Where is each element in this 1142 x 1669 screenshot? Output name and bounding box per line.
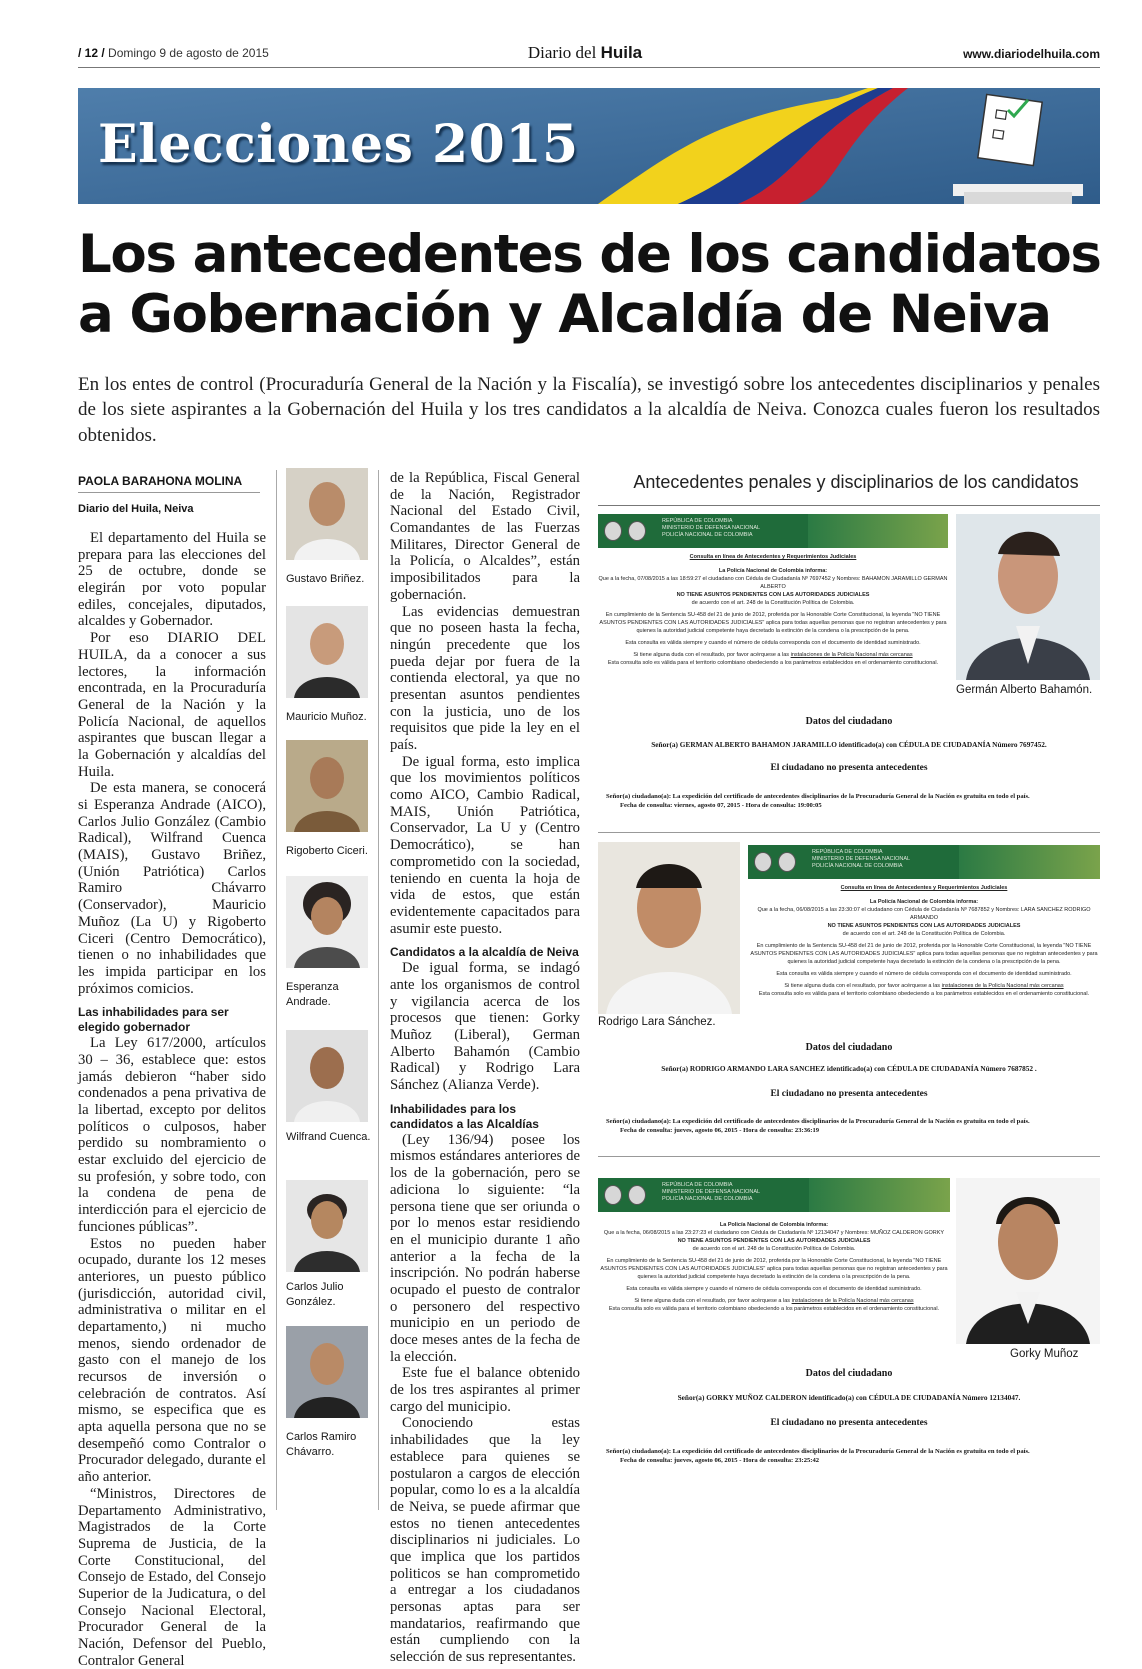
no-antecedentes: El ciudadano no presenta antecedentes — [770, 763, 928, 773]
police-certificate-lara — [748, 845, 1100, 1025]
sentencia-line: En cumplimiento de la Sentencia SU-458 del 21 de junio de 2012, proferida por la Honorable Corte Constitucional, la leyenda "NO TIENE ASUNTOS PENDIENTES CON LAS AUTORIDADES JUDICIALES" aplica para todas aquellas personas que no registran antecedentes y para quienes la autoridad judicial competente haya decretado la extinción de la condena o la prescripción de la pena. — [750, 942, 1098, 965]
portrait-gustavo-brinez — [286, 468, 368, 560]
header-line: MINISTERIO DE DEFENSA NACIONAL — [662, 525, 761, 532]
portrait-rigoberto-ciceri — [286, 740, 368, 832]
portrait-carlos-ramiro-chavarro — [286, 1326, 368, 1418]
person-silhouette-icon — [286, 468, 368, 560]
portrait-caption: Rigoberto Ciceri. — [286, 845, 368, 857]
article-column-3 — [390, 470, 580, 1666]
certificate-header — [598, 514, 948, 548]
photo-caption: Gorky Muñoz — [1010, 1348, 1079, 1360]
page-number: / 12 / — [78, 46, 105, 60]
datos-ciudadano: Datos del ciudadano — [805, 1368, 893, 1379]
subheading: Inhabilidades para los candidatos a las Alcaldías — [390, 1101, 539, 1131]
territorio-line: Esta consulta solo es válida para el territorio colombiano obedeciendo a los parámetros establecidos en el ordenamiento constitucional. — [608, 1305, 940, 1312]
articulo-line: de acuerdo con el art. 248 de la Constitución Política de Colombia. — [692, 1245, 856, 1252]
police-certificate-munoz — [598, 1178, 950, 1360]
citizen-line: Señor(a) RODRIGO ARMANDO LARA SANCHEZ identificado(a) con CÉDULA DE CIUDADANÍA Número 7687852 . — [661, 1064, 1037, 1073]
valida-line: Esta consulta es válida siempre y cuando el número de cédula corresponda con el documento de identidad suministrado. — [776, 970, 1072, 977]
query-line: Que a la fecha, 06/08/2015 a las 23:30:07 el ciudadano con Cédula de Ciudadanía Nº 7687852 y Nombres: LARA SANCHEZ RODRIGO ARMANDO — [757, 906, 1091, 921]
headline-line-1: Los antecedentes de los candidatos — [78, 224, 1101, 285]
fecha-line: Fecha de consulta: viernes, agosto 07, 2015 - Hora de consulta: 19:00:05 — [620, 801, 822, 809]
paragraph: “Ministros, Directores de Departamento Administrativo, Magistrados de la Corte Suprema de Justicia, de la Corte Constitucional, del Consejo de Estado, del Consejo Superior de la Judicatura, o del Consejo Nacional Electoral, Procurador General de la Nación, Defensor del Pueblo, Contralor General — [78, 1485, 266, 1669]
paragraph: Estos no pueden haber ocupado, durante los 12 meses anteriores, un puesto público (jurisdicción, autoridad civil, administrativa o militar en el departamento,) ni mucho menos, siendo ordenador de gasto con el manejo de los recursos de inversión o celebración de contratos. Así mismo, se especifica que es apta aquella persona que no se desempeñó como Contralor o Procurador delegado, durante el año anterior. — [78, 1235, 266, 1486]
byline-rule — [78, 492, 260, 493]
header-rule — [78, 67, 1100, 68]
paragraph: De esta manera, se conocerá si Esperanza Andrade (AICO), Carlos Julio González (Cambio Radical), Wilfrand Cuenca (MAIS), Gustavo Briñez, (Unión Patriótica) Carlos Ramiro Chávarro (Conservador), Mauricio Muñoz (La U) y Rigoberto Ciceri (Centro Democrático), tienen o no inhabilidades que les impida participar en los próximos comicios. — [78, 780, 266, 997]
datos-ciudadano: Datos del ciudadano — [805, 1042, 893, 1053]
colombia-seal-icon — [604, 1185, 622, 1205]
no-antecedentes: El ciudadano no presenta antecedentes — [770, 1089, 928, 1099]
person-silhouette-icon — [956, 1178, 1100, 1344]
certificate-note — [606, 1118, 1100, 1136]
sentencia-line: En cumplimiento de la Sentencia SU-458 del 21 de junio de 2012, proferida por la Honorable Corte Constitucional, la leyenda "NO TIENE ASUNTOS PENDIENTES CON LAS AUTORIDADES JUDICIALES" aplica para todas aquellas personas que no registran antecedentes y para quienes la autoridad judicial competente haya decretado la extinción de la condena o la prescripción de la pena. — [600, 1257, 948, 1280]
column-rule — [378, 470, 379, 1510]
consulta-title: Consulta en línea de Antecedentes y Requerimientos Judiciales — [689, 554, 857, 560]
photo-caption: Rodrigo Lara Sánchez. — [598, 1016, 716, 1028]
no-tiene-line: NO TIENE ASUNTOS PENDIENTES CON LAS AUTORIDADES JUDICIALES — [827, 922, 1021, 929]
header-line: POLICÍA NACIONAL DE COLOMBIA — [662, 1196, 753, 1203]
person-silhouette-icon — [286, 876, 368, 968]
sentencia-line: En cumplimiento de la Sentencia SU-458 del 21 de junio de 2012, proferida por la Honorable Corte Constitucional, la leyenda "NO TIENE ASUNTOS PENDIENTES CON LAS AUTORIDADES JUDICIALES" aplica para todas aquellas personas que no registran antecedentes y para quienes la autoridad judicial competente haya decretado la extinción de la condena o la prescripción de la pena. — [599, 611, 947, 634]
certificate-note — [606, 793, 1100, 811]
duda-line: Si tiene alguna duda con el resultado, por favor acérquese a las — [634, 1297, 792, 1304]
paragraph: Las evidencias demuestran que no poseen hasta la fecha, ningún precedente que los pueda dejar por fuera de la contienda electoral, ya que no presentan asuntos pendientes con la justicia, uno de los requisitos que pide la ley en el país. — [390, 603, 580, 753]
headline — [78, 225, 1108, 345]
paragraph: De igual forma, esto implica que los movimientos políticos como AICO, Cambio Radical, MAIS, Unión Patriótica, Conservador, La U y (Centro Democrático), se han comprometido con la sociedad, teniendo en cuenta la hoja de vida de estos, que están evidentemente capacitados para asumir este puesto. — [390, 753, 580, 937]
certificado-line: Señor(a) ciudadano(a): La expedición del certificado de antecedentes disciplinarios de la Procuraduría General de la Nación es gratuita en todo el país. — [606, 793, 1030, 800]
website-url: www.diariodelhuila.com — [963, 47, 1100, 61]
header-line: REPÚBLICA DE COLOMBIA — [662, 1182, 733, 1188]
certificate-note — [606, 1448, 1100, 1466]
paragraph: de la República, Fiscal General de la Nación, Registrador Nacional del Estado Civil, Comandantes de las Fuerzas Militares, Director General de la Policía, o Alcaldes”, están imposibilitados para la gobernación. — [390, 470, 580, 603]
paragraph: Por eso DIARIO DEL HUILA, da a conocer a sus lectores, la información encontrada, en la Procuraduría General de la Nación y la Policía Nacional, de aquellos aspirantes que buscan llegar a la Gobernación y alcaldías del Huila. — [78, 630, 266, 780]
photo-german-alberto-bahamon — [956, 514, 1100, 680]
paragraph: Conociendo estas inhabilidades que la ley establece para quienes se postularon a cargos de elección popular, como lo es a la alcaldía de Neiva, se puede afirmar que estos no tienen antecedentes disciplinarios ni judiciales. Lo que implica que los partidos politicos se han comprometido a entregar a los ciudadanos personas aptas para ser mandatarios, reafirmando que están cumpliendo con la selección de sus representantes. — [390, 1415, 580, 1666]
query-line: Que a la fecha, 07/08/2015 a las 18:59:27 el ciudadano con Cédula de Ciudadanía Nº 7697452 y Nombres: BAHAMON JARAMILLO GERMAN ALBERTO — [598, 575, 948, 590]
colombia-seal-icon — [604, 521, 622, 541]
portrait-caption: Gustavo Briñez. — [286, 573, 365, 585]
no-antecedentes: El ciudadano no presenta antecedentes — [770, 1418, 928, 1428]
police-link[interactable]: instalaciones de la Policía Nacional más cercanas — [790, 651, 913, 658]
headline-line-2: a Gobernación y Alcaldía de Neiva — [78, 283, 1051, 345]
subheading: Las inhabilidades para ser elegido gobernador — [78, 1005, 229, 1035]
page-folio — [78, 46, 269, 60]
panel-rule — [598, 505, 1100, 506]
colombia-seal-icon — [754, 852, 772, 872]
person-silhouette-icon — [598, 842, 740, 1014]
portrait-caption: Wilfrand Cuenca. — [286, 1131, 371, 1143]
section-banner — [78, 88, 1100, 204]
issue-date: Domingo 9 de agosto de 2015 — [108, 46, 269, 60]
query-line: Que a la fecha, 06/08/2015 a las 23:27:23 el ciudadano con Cédula de Ciudadanía Nº 12134047 y Nombres: MUÑOZ CALDERON GORKY — [603, 1229, 945, 1236]
article-column-1 — [78, 530, 266, 1669]
consulta-title: Consulta en línea de Antecedentes y Requerimientos Judiciales — [840, 885, 1008, 891]
valida-line: Esta consulta es válida siempre y cuando el número de cédula corresponda con el documento de identidad suministrado. — [625, 639, 921, 646]
articulo-line: de acuerdo con el art. 248 de la Constitución Política de Colombia. — [842, 930, 1006, 937]
portrait-caption: Mauricio Muñoz. — [286, 711, 367, 723]
duda-line: Si tiene alguna duda con el resultado, por favor acérquese a las — [784, 982, 942, 989]
police-link[interactable]: instalaciones de la Policía Nacional más cercanas — [941, 982, 1064, 989]
newspaper-name-prefix: Diario del — [527, 43, 601, 62]
territorio-line: Esta consulta solo es válida para el territorio colombiano obedeciendo a los parámetros establecidos en el ordenamiento constitucional. — [758, 990, 1090, 997]
portrait-wilfrand-cuenca — [286, 1030, 368, 1122]
paragraph: La Ley 617/2000, artículos 30 – 36, establece que: estos jamás debieron “haber sido condenados a pena privativa de la libertad, excepto por delitos políticos o culposos, haber perdido su nombramiento o estar excluido del ejercicio de su profesión, y sobre todo, con la condena de pena de interdicción para el ejercicio de funciones públicas”. — [78, 1035, 266, 1235]
paragraph: De igual forma, se indagó ante los organismos de control y vigilancia acerca de los procesos que tienen: Gorky Muñoz (Liberal), German Alberto Bahamón (Cambio Radical) y Rodrigo Lara Sánchez (Alianza Verde). — [390, 960, 580, 1094]
citizen-line: Señor(a) GORKY MUÑOZ CALDERON identificado(a) con CÉDULA DE CIUDADANÍA Número 12134047. — [677, 1393, 1021, 1402]
person-silhouette-icon — [956, 514, 1100, 680]
person-silhouette-icon — [286, 1180, 368, 1272]
police-seal-icon — [778, 852, 796, 872]
duda-line: Si tiene alguna duda con el resultado, por favor acérquese a las — [633, 651, 791, 658]
police-link[interactable]: instalaciones de la Policía Nacional más cercanas — [791, 1297, 914, 1304]
newspaper-name — [420, 43, 750, 63]
portrait-mauricio-munoz — [286, 606, 368, 698]
citizen-line: Señor(a) GERMAN ALBERTO BAHAMON JARAMILLO identificado(a) con CÉDULA DE CIUDADANÍA Número 7697452. — [651, 740, 1047, 749]
informa-line: La Policía Nacional de Colombia informa: — [719, 1222, 829, 1228]
portrait-caption: Carlos Julio González. — [286, 1281, 344, 1308]
paragraph: El departamento del Huila se prepara para las elecciones del 25 de octubre, donde se elegirán por voto popular ediles, concejales, diputados, alcaldes y Gobernador. — [78, 530, 266, 630]
byline: PAOLA BARAHONA MOLINA — [78, 474, 243, 488]
fecha-line: Fecha de consulta: jueves, agosto 06, 2015 - Hora de consulta: 23:36:19 — [620, 1126, 820, 1134]
police-certificate-bahamon — [598, 514, 948, 690]
police-seal-icon — [628, 521, 646, 541]
panel-title: Antecedentes penales y disciplinarios de los candidatos — [633, 472, 1079, 492]
police-seal-icon — [628, 1185, 646, 1205]
column-rule — [276, 470, 277, 1510]
photo-gorky-munoz — [956, 1178, 1100, 1344]
photo-caption: Germán Alberto Bahamón. — [956, 684, 1093, 696]
certificado-line: Señor(a) ciudadano(a): La expedición del certificado de antecedentes disciplinarios de la Procuraduría General de la Nación es gratuita en todo el país. — [606, 1118, 1030, 1125]
header-line: MINISTERIO DE DEFENSA NACIONAL — [812, 856, 911, 863]
territorio-line: Esta consulta solo es válida para el territorio colombiano obedeciendo a los parámetros establecidos en el ordenamiento constitucional. — [607, 659, 939, 666]
certificate-header — [748, 845, 1100, 879]
lead-paragraph: En los entes de control (Procuraduría General de la Nación y la Fiscalía), se investigó sobre los antecedentes disciplinarios y penales de los siete aspirantes a la Gobernación del Huila y los tres candidatos a la alcaldía de Neiva. Conozca cuales fueron los resultados obtenidos. — [78, 374, 1100, 446]
certificate-body — [748, 885, 1100, 999]
person-silhouette-icon — [286, 1030, 368, 1122]
person-silhouette-icon — [286, 740, 368, 832]
portrait-caption: Carlos Ramiro Chávarro. — [286, 1431, 357, 1458]
header-line: REPÚBLICA DE COLOMBIA — [812, 849, 883, 855]
certificate-body — [598, 1222, 950, 1314]
newspaper-name-strong: Huila — [600, 43, 643, 62]
portrait-carlos-julio-gonzalez — [286, 1180, 368, 1272]
banner-title: Elecciones 2015 — [98, 114, 579, 175]
portrait-esperanza-andrade — [286, 876, 368, 968]
certificate-body — [598, 554, 948, 668]
photo-rodrigo-lara-sanchez — [598, 842, 740, 1014]
paragraph: Este fue el balance obtenido de los tres aspirantes al primer cargo del municipio. — [390, 1365, 580, 1415]
valida-line: Esta consulta es válida siempre y cuando el número de cédula corresponda con el documento de identidad suministrado. — [626, 1285, 922, 1292]
person-silhouette-icon — [286, 1326, 368, 1418]
certificate-header — [598, 1178, 950, 1212]
panel-separator — [598, 1156, 1100, 1157]
informa-line: La Policía Nacional de Colombia informa: — [869, 898, 979, 905]
header-line: POLICÍA NACIONAL DE COLOMBIA — [812, 863, 903, 870]
paragraph: (Ley 136/94) posee los mismos estándares anteriores de los de la gobernación, pero se adiciona lo siguiente: “la persona tiene que ser oriunda o por lo menos estar residiendo en el municipio durante 1 año anterior a la fecha de la inscripción. No podrán haberse ocupado el puesto de contralor o personero del respectivo municipio en un periodo de doce meses antes de la fecha de la elección. — [390, 1131, 580, 1365]
subheading: Candidatos a la alcaldía de Neiva — [390, 945, 579, 960]
person-silhouette-icon — [286, 606, 368, 698]
articulo-line: de acuerdo con el art. 248 de la Constitución Política de Colombia. — [691, 599, 855, 606]
panel-separator — [598, 832, 1100, 833]
no-tiene-line: NO TIENE ASUNTOS PENDIENTES CON LAS AUTORIDADES JUDICIALES — [676, 591, 870, 598]
certificado-line: Señor(a) ciudadano(a): La expedición del certificado de antecedentes disciplinarios de la Procuraduría General de la Nación es gratuita en todo el país. — [606, 1448, 1030, 1455]
datos-ciudadano: Datos del ciudadano — [805, 716, 893, 727]
fecha-line: Fecha de consulta: jueves, agosto 06, 2015 - Hora de consulta: 23:25:42 — [620, 1456, 820, 1464]
dateline: Diario del Huila, Neiva — [78, 503, 194, 515]
no-tiene-line: NO TIENE ASUNTOS PENDIENTES CON LAS AUTORIDADES JUDICIALES — [677, 1237, 871, 1244]
header-line: MINISTERIO DE DEFENSA NACIONAL — [662, 1189, 761, 1196]
portrait-caption: Esperanza Andrade. — [286, 981, 339, 1008]
header-line: POLICÍA NACIONAL DE COLOMBIA — [662, 532, 753, 539]
header-line: REPÚBLICA DE COLOMBIA — [662, 518, 733, 524]
informa-line: La Policía Nacional de Colombia informa: — [718, 567, 828, 574]
